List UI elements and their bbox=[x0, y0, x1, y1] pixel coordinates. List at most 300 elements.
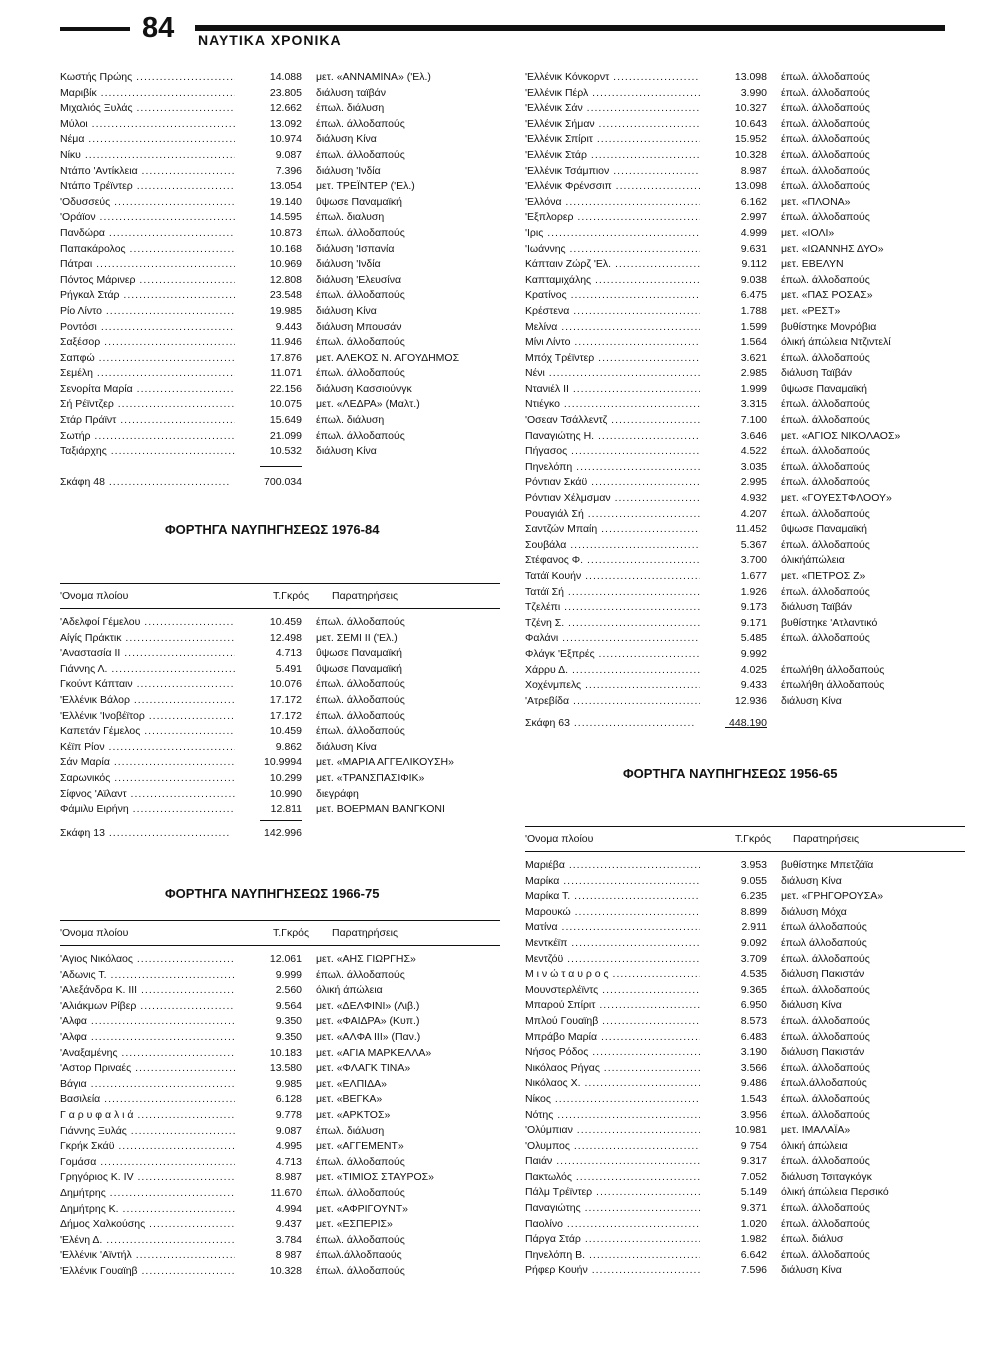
gross-tonnage: 9.631 bbox=[740, 242, 767, 255]
table-row bbox=[60, 1124, 500, 1140]
ship-name: 'Αγιος Νικόλαος ..... bbox=[60, 952, 235, 968]
remarks: μετ. «ΑΦΡΙΓΟΥΝΤ» bbox=[316, 1202, 409, 1215]
gross-tonnage: 11.946 bbox=[270, 336, 302, 349]
table-row bbox=[525, 429, 965, 445]
total-rule bbox=[260, 466, 302, 467]
ship-name: Γιάννης Λ. ..... bbox=[60, 662, 235, 678]
ship-name: Σαρωνικός ..... bbox=[60, 771, 235, 787]
gross-tonnage: 3.035 bbox=[740, 460, 767, 473]
remarks: έπωλ. άλλοδαπούς bbox=[316, 678, 405, 691]
ship-name: Ντάπο 'Αντίκλεια ..... bbox=[60, 164, 235, 180]
total-rule bbox=[260, 820, 302, 821]
gross-tonnage: 10.299 bbox=[269, 771, 302, 784]
table-row bbox=[525, 1185, 965, 1201]
ship-name: 'Εξπλορερ ..... bbox=[525, 210, 700, 226]
remarks: όλική άπώλεια bbox=[316, 984, 383, 997]
gross-tonnage: 23.548 bbox=[269, 289, 302, 302]
table-row bbox=[60, 226, 500, 242]
table-row bbox=[525, 288, 965, 304]
remarks: έπωλ. άλλοδαπούς bbox=[781, 211, 870, 224]
table-row bbox=[525, 1045, 965, 1061]
gross-tonnage: 12.936 bbox=[734, 694, 767, 707]
remarks: όλική άπώλεια Ντζιντελί bbox=[781, 336, 891, 349]
remarks: έπωλ. άλλοδαπούς bbox=[316, 693, 405, 706]
ship-name: 'Αλιάκμων Ρίβερ ..... bbox=[60, 999, 235, 1015]
gross-tonnage: 3.190 bbox=[740, 1046, 767, 1059]
table-row bbox=[60, 709, 500, 725]
remarks: μετ. «ΕΛΠΙΔΑ» bbox=[316, 1077, 387, 1090]
remarks: μετ. «ΙΩΑΝΝΗΣ ΔΥΟ» bbox=[781, 242, 884, 255]
ship-name: Γιάννης Ξυλάς ..... bbox=[60, 1124, 235, 1140]
table-row bbox=[60, 101, 500, 117]
ship-name: 'Ολυμπος ..... bbox=[525, 1139, 700, 1155]
gross-tonnage: 19.140 bbox=[269, 195, 302, 208]
gross-tonnage: 10.643 bbox=[734, 117, 767, 130]
gross-tonnage: 19.985 bbox=[269, 304, 302, 317]
ship-name: Βάγια ..... bbox=[60, 1077, 235, 1093]
remarks: διάλυση Πακιστάν bbox=[781, 968, 865, 981]
table-row bbox=[525, 1232, 965, 1248]
gross-tonnage: 9.112 bbox=[741, 258, 767, 271]
table-row bbox=[60, 444, 500, 460]
gross-tonnage: 3.621 bbox=[740, 351, 767, 364]
table-row bbox=[60, 86, 500, 102]
table-row bbox=[60, 195, 500, 211]
remarks: έπωλ. άλλοδαπούς bbox=[781, 148, 870, 161]
right-top-list bbox=[525, 70, 965, 734]
table-row bbox=[60, 968, 500, 984]
table-row bbox=[60, 273, 500, 289]
remarks: μετ. ΕΒΕΛΥΝ bbox=[781, 258, 844, 271]
remarks: διάλυση Κίνα bbox=[781, 1264, 842, 1277]
table-row bbox=[525, 210, 965, 226]
table-row bbox=[525, 366, 965, 382]
remarks: έπωλ. άλλοδαπούς bbox=[781, 1155, 870, 1168]
remarks: μετ. «ΑΝΝΑΜΙΝΑ» ('Ελ.) bbox=[316, 71, 431, 83]
ship-name: Ντιέγκο ..... bbox=[525, 397, 700, 413]
remarks: έπωλ. άλλοδαπούς bbox=[781, 585, 870, 598]
remarks: βυθίστηκε Μονρόβια bbox=[781, 320, 877, 333]
col-note-header: Παρατηρήσεις bbox=[793, 833, 860, 845]
remarks: έπωλ. άλλοδαπούς bbox=[781, 71, 870, 83]
ship-name: Μαρουκώ ..... bbox=[525, 905, 700, 921]
remarks: έπωλ. άλλοδαπούς bbox=[316, 616, 405, 628]
ship-name: Μπόχ Τρέϊντερ ..... bbox=[525, 351, 700, 367]
table-row bbox=[525, 874, 965, 890]
gross-tonnage: 10.328 bbox=[734, 148, 767, 161]
remarks: διάλυση Κίνα bbox=[316, 445, 377, 458]
ship-name: 'Ελένη Δ. ..... bbox=[60, 1233, 235, 1249]
gross-tonnage: 9.317 bbox=[740, 1155, 767, 1168]
remarks: μετ. «ΓΡΗΓΟΡΟΥΣΑ» bbox=[781, 890, 884, 903]
ship-name: 'Αναστασία ΙΙ ..... bbox=[60, 646, 235, 662]
ship-name: Ρόντιαν Σκάϋ ..... bbox=[525, 475, 700, 491]
col-name-header: 'Ονομα πλοίου bbox=[525, 833, 594, 845]
remarks: διάλυση Μπουσάν bbox=[316, 320, 402, 333]
gross-tonnage: 6.483 bbox=[740, 1030, 767, 1043]
remarks: διάλυση Κίνα bbox=[316, 133, 377, 146]
ship-name: Μαριέβα ..... bbox=[525, 858, 700, 874]
ship-name: Πόντος Μάρινερ ..... bbox=[60, 273, 235, 289]
ship-name: Μίνι Λίντο ..... bbox=[525, 335, 700, 351]
remarks: όλικήάπώλεια bbox=[781, 554, 845, 567]
ship-name: Δημήτρης ..... bbox=[60, 1186, 235, 1202]
ship-name: Παιάν ..... bbox=[525, 1154, 700, 1170]
remarks: έπωλ. άλλοδαπούς bbox=[781, 952, 870, 965]
ship-name: Σάν Μαρία ..... bbox=[60, 755, 235, 771]
gross-tonnage: 11.071 bbox=[270, 367, 302, 380]
ship-name: Πήγασος ..... bbox=[525, 444, 700, 460]
table-row bbox=[60, 210, 500, 226]
table-row bbox=[525, 998, 965, 1014]
ship-name: Σαπφώ ..... bbox=[60, 351, 235, 367]
ship-name: Μεντκέϊπ ..... bbox=[525, 936, 700, 952]
gross-tonnage: 9.486 bbox=[740, 1077, 767, 1090]
remarks: μετ. «ΤΡΑΝΣΠΑΣΙΦΙΚ» bbox=[316, 771, 425, 784]
gross-tonnage: 1.999 bbox=[740, 382, 767, 395]
remarks: έπωλ. άλλοδαπούς bbox=[781, 273, 870, 286]
table-row bbox=[525, 1123, 965, 1139]
remarks: διάλυση Πακιστάν bbox=[781, 1046, 865, 1059]
table-row bbox=[525, 678, 965, 694]
gross-tonnage: 6.235 bbox=[740, 890, 767, 903]
remarks: μετ. «ΙΟΛΙ» bbox=[781, 226, 835, 239]
remarks: μετ. «ΠΑΣ ΡΟΣΑΣ» bbox=[781, 289, 873, 302]
col-name-header: 'Ονομα πλοίου bbox=[60, 927, 129, 939]
table-row bbox=[525, 164, 965, 180]
remarks: έπωλ. άλλοδαπούς bbox=[316, 336, 405, 349]
gross-tonnage: 3.784 bbox=[275, 1233, 302, 1246]
gross-tonnage: 7.596 bbox=[740, 1264, 767, 1277]
table-row bbox=[525, 694, 965, 710]
remarks: μετ. «ΜΑΡΙΑ ΑΓΓΕΛΙΚΟΥΣΗ» bbox=[316, 756, 454, 769]
ship-name: 'Οσεαν Τσάλλεντζ ..... bbox=[525, 413, 700, 429]
gross-tonnage: 10.459 bbox=[269, 616, 302, 628]
left-top-total bbox=[60, 474, 500, 493]
remarks: έπωλ. άλλοδαπούς bbox=[781, 445, 870, 458]
gross-tonnage: 6.128 bbox=[275, 1093, 302, 1106]
ship-name: Σουβάλα ..... bbox=[525, 538, 700, 554]
gross-tonnage: 9.862 bbox=[275, 740, 302, 753]
col-name-header: 'Ονομα πλοίου bbox=[60, 590, 129, 602]
table-header bbox=[525, 826, 965, 852]
ship-name: Μιχαλιός Ξυλάς ..... bbox=[60, 101, 235, 117]
remarks: έπωλ. άλλοδαπούς bbox=[316, 117, 405, 130]
remarks: μετ. «ΦΑΙΔΡΑ» (Κυπ.) bbox=[316, 1015, 420, 1028]
total-label: Σκάφη 13 ..... bbox=[60, 826, 230, 842]
table-row bbox=[60, 755, 500, 771]
gross-tonnage: 9.443 bbox=[275, 320, 302, 333]
ship-name: Πηνελόπη Β. ..... bbox=[525, 1248, 700, 1264]
table-row bbox=[60, 1092, 500, 1108]
gross-tonnage: 3.956 bbox=[740, 1108, 767, 1121]
table-row bbox=[525, 273, 965, 289]
gross-tonnage: 5.491 bbox=[275, 662, 302, 675]
gross-tonnage: 23.805 bbox=[269, 86, 302, 99]
ship-name: Πηνελόπη ..... bbox=[525, 460, 700, 476]
col-gt-header: Τ.Γκρός bbox=[273, 590, 310, 602]
gross-tonnage: 9.437 bbox=[275, 1218, 302, 1231]
ship-name: Νότης ..... bbox=[525, 1108, 700, 1124]
remarks: μετ. «ΔΕΛΦΙΝΙ» (Λιβ.) bbox=[316, 999, 420, 1012]
ship-name: Ρίο Λίντο ..... bbox=[60, 304, 235, 320]
table-row bbox=[525, 86, 965, 102]
table-row bbox=[60, 1108, 500, 1124]
table-row bbox=[60, 802, 500, 818]
ship-name: Μπαρού Σπίριτ ..... bbox=[525, 998, 700, 1014]
ship-name: Σαξέσορ ..... bbox=[60, 335, 235, 351]
remarks: μετ. ΤΡΕΪΝΤΕΡ ('Ελ.) bbox=[316, 180, 415, 193]
remarks: έπωλ. άλλοδαπούς bbox=[781, 983, 870, 996]
ship-name: Φάμιλυ Ειρήνη ..... bbox=[60, 802, 235, 818]
ship-name: Ματίνα ..... bbox=[525, 920, 700, 936]
remarks: έπωλ άλλοδαπούς bbox=[781, 936, 867, 949]
gross-tonnage: 9.365 bbox=[740, 983, 767, 996]
ship-name: Τζελέπι ..... bbox=[525, 600, 700, 616]
ship-name: 'Ελλένικ Βάλορ ..... bbox=[60, 693, 235, 709]
ship-name: 'Οράϊον ..... bbox=[60, 210, 235, 226]
remarks: έπωλ. άλλοδαπούς bbox=[781, 1248, 870, 1261]
ship-name: 'Ελλένικ Κόνκορντ ..... bbox=[525, 70, 700, 86]
ship-name: 'Ελλένικ Τσάμπιον ..... bbox=[525, 164, 700, 180]
remarks: έπωλ. άλλοδαπούς bbox=[781, 460, 870, 473]
remarks: μετ. «ΡΕΣΤ» bbox=[781, 304, 841, 317]
table-row bbox=[60, 646, 500, 662]
table-row bbox=[525, 585, 965, 601]
ship-name: Φλάγκ 'Εξπρές ..... bbox=[525, 647, 700, 663]
table-row bbox=[525, 1092, 965, 1108]
gross-tonnage: 15.649 bbox=[269, 414, 302, 427]
table-row bbox=[60, 952, 500, 968]
table-row bbox=[525, 983, 965, 999]
table-row bbox=[525, 1061, 965, 1077]
ship-name: 'Ελλένικ Σάν ..... bbox=[525, 101, 700, 117]
remarks: έπωλ. άλλοδαπούς bbox=[781, 1217, 870, 1230]
gross-tonnage: 17.876 bbox=[269, 351, 302, 364]
gross-tonnage: 8.899 bbox=[740, 905, 767, 918]
remarks: διάλυση Μόχα bbox=[781, 905, 847, 918]
ship-name: 'Ελλόνα ..... bbox=[525, 195, 700, 211]
remarks: έπωλ. άλλοδαπούς bbox=[781, 414, 870, 427]
table-row bbox=[525, 132, 965, 148]
gross-tonnage: 9.564 bbox=[275, 999, 302, 1012]
table-row bbox=[525, 920, 965, 936]
table-row bbox=[525, 475, 965, 491]
right-top-total bbox=[525, 715, 965, 734]
table-row bbox=[60, 179, 500, 195]
table-row bbox=[60, 413, 500, 429]
table-row bbox=[60, 1186, 500, 1202]
remarks: έπωλ. άλλοδαπούς bbox=[316, 725, 405, 738]
table-row bbox=[60, 1202, 500, 1218]
gross-tonnage: 9 754 bbox=[740, 1139, 767, 1152]
ship-name: 'Ιρις ..... bbox=[525, 226, 700, 242]
gross-tonnage: 10.974 bbox=[269, 133, 302, 146]
gross-tonnage: 6.162 bbox=[740, 195, 767, 208]
remarks: έπωλ. άλλοδαπούς bbox=[781, 507, 870, 520]
table-row bbox=[60, 724, 500, 740]
table-row bbox=[60, 999, 500, 1015]
remarks: βυθίστηκε Μπετζάϊα bbox=[781, 859, 874, 871]
total-value: 142.996 bbox=[264, 826, 302, 839]
section-1966-table bbox=[60, 920, 500, 1279]
gross-tonnage: 8.573 bbox=[740, 1014, 767, 1027]
table-row bbox=[525, 1030, 965, 1046]
table-row bbox=[60, 1014, 500, 1030]
remarks: μετ. «ΛΕΔΡΑ» (Μαλτ.) bbox=[316, 398, 420, 411]
remarks: διάλυση Κασσιούνγκ bbox=[316, 382, 412, 395]
table-row bbox=[525, 507, 965, 523]
table-row bbox=[525, 491, 965, 507]
gross-tonnage: 9.985 bbox=[275, 1077, 302, 1090]
ship-name: Ρουαγιάλ Σή ..... bbox=[525, 507, 700, 523]
gross-tonnage: 10.969 bbox=[269, 258, 302, 271]
table-row bbox=[60, 1217, 500, 1233]
table-row bbox=[525, 647, 965, 663]
gross-tonnage: 5.149 bbox=[740, 1186, 767, 1199]
remarks: έπωλ. άλλοδαπούς bbox=[781, 398, 870, 411]
remarks: μετ. «ΑΗΣ ΓΙΩΡΓΗΣ» bbox=[316, 953, 416, 965]
remarks: έπωλήθη άλλοδαπούς bbox=[781, 663, 885, 676]
gross-tonnage: 3.953 bbox=[740, 859, 767, 871]
table-row bbox=[60, 771, 500, 787]
gross-tonnage: 2.985 bbox=[740, 367, 767, 380]
gross-tonnage: 2.560 bbox=[275, 984, 302, 997]
gross-tonnage: 4.025 bbox=[740, 663, 767, 676]
table-row bbox=[60, 1155, 500, 1171]
remarks: έπωλ. άλλοδαπούς bbox=[781, 102, 870, 115]
table-row bbox=[525, 351, 965, 367]
remarks: διάλυση Κίνα bbox=[781, 999, 842, 1012]
ship-name: Νέμα ..... bbox=[60, 132, 235, 148]
gross-tonnage: 4.713 bbox=[275, 1155, 302, 1168]
ship-name: Μαρίκα Τ. ..... bbox=[525, 889, 700, 905]
table-row bbox=[60, 983, 500, 999]
table-row bbox=[60, 615, 500, 631]
table-row bbox=[525, 1154, 965, 1170]
table-row bbox=[525, 1108, 965, 1124]
ship-name: Μ ι ν ώ τ α υ ρ ο ς ..... bbox=[525, 967, 700, 983]
ship-name: 'Ελλένικ Φρένσσιπ ..... bbox=[525, 179, 700, 195]
gross-tonnage: 1.982 bbox=[740, 1233, 767, 1246]
gross-tonnage: 11.670 bbox=[270, 1186, 302, 1199]
gross-tonnage: 14.088 bbox=[269, 71, 302, 83]
table-row bbox=[60, 117, 500, 133]
table-header bbox=[60, 583, 500, 609]
section-title-1956: ΦΟΡΤΗΓΑ ΝΑΥΠΗΓΗΣΕΩΣ 1956-65 bbox=[623, 766, 838, 781]
remarks: έπωλ. άλλοδαπούς bbox=[781, 164, 870, 177]
gross-tonnage: 6.475 bbox=[740, 289, 767, 302]
gross-tonnage: 14.595 bbox=[269, 211, 302, 224]
total-value: 448.190 bbox=[729, 717, 767, 730]
table-row bbox=[525, 148, 965, 164]
ship-name: 'Αστορ Πριναές ..... bbox=[60, 1061, 235, 1077]
ship-name: Νίκος ..... bbox=[525, 1092, 700, 1108]
ship-name: Παπακάρολος ..... bbox=[60, 242, 235, 258]
table-row bbox=[60, 677, 500, 693]
gross-tonnage: 3.566 bbox=[740, 1061, 767, 1074]
table-row bbox=[525, 179, 965, 195]
remarks: έπωλ. διάλυση bbox=[316, 102, 385, 115]
gross-tonnage: 4.522 bbox=[740, 445, 767, 458]
gross-tonnage: 1.677 bbox=[740, 570, 767, 582]
gross-tonnage: 9.350 bbox=[275, 1030, 302, 1043]
remarks: έπωλ. διάλυση bbox=[316, 1124, 385, 1137]
gross-tonnage: 9.999 bbox=[275, 968, 302, 981]
ship-name: 'Αδωνις Τ. ..... bbox=[60, 968, 235, 984]
table-row bbox=[60, 70, 500, 86]
gross-tonnage: 9.092 bbox=[740, 936, 767, 949]
table-row bbox=[525, 905, 965, 921]
ship-name: Κέϊπ Ρίον ..... bbox=[60, 740, 235, 756]
gross-tonnage: 10.873 bbox=[269, 226, 302, 239]
remarks: έπωλ. άλλοδαπούς bbox=[781, 1030, 870, 1043]
gross-tonnage: 4.932 bbox=[740, 492, 767, 505]
gross-tonnage: 9.087 bbox=[275, 1124, 302, 1137]
ship-name: 'Ελλένικ Γουαϊηβ ..... bbox=[60, 1264, 235, 1280]
table-row bbox=[525, 1201, 965, 1217]
remarks: έπωλ άλλοδαπούς bbox=[781, 921, 867, 934]
ship-name: Νήσος Ρόδος ..... bbox=[525, 1045, 700, 1061]
gross-tonnage: 4.995 bbox=[275, 1140, 302, 1153]
table-row bbox=[525, 522, 965, 538]
ship-name: 'Αναξαμένης ..... bbox=[60, 1046, 235, 1062]
gross-tonnage: 2.995 bbox=[740, 476, 767, 489]
table-row bbox=[525, 382, 965, 398]
remarks: διάλυση 'Ισπανία bbox=[316, 242, 395, 255]
remarks: όλική άπώλεια Περσικό bbox=[781, 1186, 889, 1199]
gross-tonnage: 10.328 bbox=[269, 1264, 302, 1277]
remarks: μετ. «ΑΡΚΤΟΣ» bbox=[316, 1108, 391, 1121]
table-row bbox=[60, 1061, 500, 1077]
ship-name: 'Ελλένικ Πέρλ ..... bbox=[525, 86, 700, 102]
table-row bbox=[60, 148, 500, 164]
ship-name: Χοχένμπελς ..... bbox=[525, 678, 700, 694]
col-gt-header: Τ.Γκρός bbox=[735, 833, 772, 845]
gross-tonnage: 12.498 bbox=[269, 631, 302, 644]
gross-tonnage: 9.087 bbox=[275, 148, 302, 161]
gross-tonnage: 12.662 bbox=[269, 102, 302, 115]
remarks: μετ. «ΑΛΦΑ ΙΙΙ» (Παν.) bbox=[316, 1030, 421, 1043]
col-note-header: Παρατηρήσεις bbox=[332, 927, 399, 939]
page-header bbox=[60, 10, 945, 48]
ship-name: Τατάϊ Κουήν ..... bbox=[525, 569, 700, 585]
remarks: ΰψωσε Παναμαϊκή bbox=[316, 647, 403, 660]
gross-tonnage: 9.350 bbox=[275, 1015, 302, 1028]
table-row bbox=[60, 1233, 500, 1249]
remarks: ΰψωσε Παναμαϊκή bbox=[316, 195, 403, 208]
table-row bbox=[525, 257, 965, 273]
gross-tonnage: 7.052 bbox=[740, 1170, 767, 1183]
ship-name: Γκούντ Κάπταιν ..... bbox=[60, 677, 235, 693]
ship-name: Κρέστενα ..... bbox=[525, 304, 700, 320]
gross-tonnage: 1.564 bbox=[740, 336, 767, 349]
gross-tonnage: 11.452 bbox=[735, 523, 767, 536]
gross-tonnage: 10.981 bbox=[734, 1124, 767, 1137]
gross-tonnage: 1.788 bbox=[740, 304, 767, 317]
gross-tonnage: 1.020 bbox=[740, 1217, 767, 1230]
remarks: διάλυση 'Ινδία bbox=[316, 164, 381, 177]
remarks: διεγράφη bbox=[316, 787, 359, 800]
ship-name: Σωτήρ ..... bbox=[60, 429, 235, 445]
ship-name: Αίγίς Πράκτικ ..... bbox=[60, 631, 235, 647]
gross-tonnage: 13.098 bbox=[734, 71, 767, 83]
gross-tonnage: 8.987 bbox=[275, 1171, 302, 1184]
ship-name: Στάρ Πράϊντ ..... bbox=[60, 413, 235, 429]
remarks: μετ. «ΓΟΥΕΣΤΦΛΟΟΥ» bbox=[781, 492, 892, 505]
ship-name: Δημήτρης Κ. ..... bbox=[60, 1202, 235, 1218]
section-1976-total bbox=[60, 825, 500, 844]
